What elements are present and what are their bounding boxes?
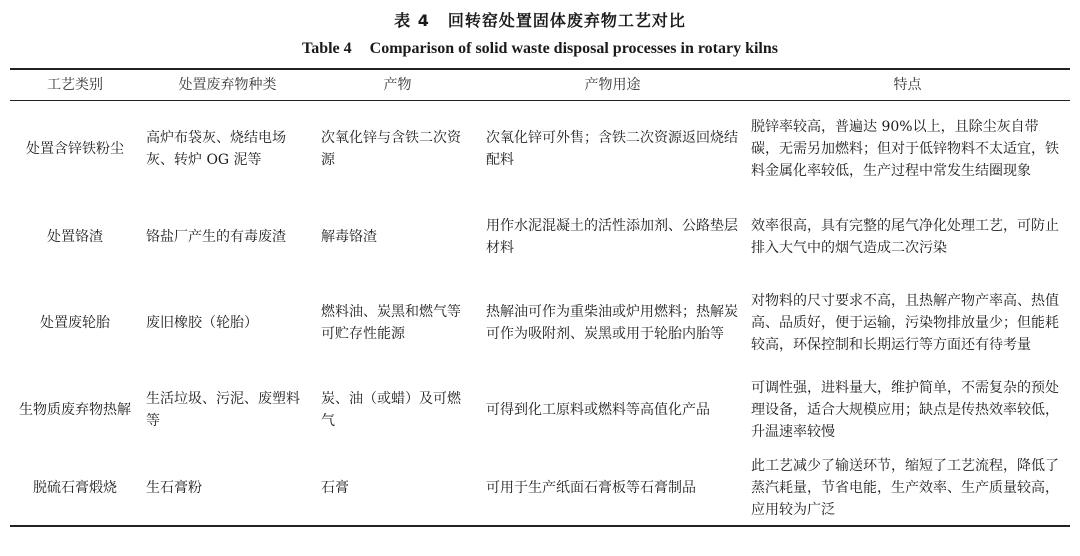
caption-chinese-number: 表 4 xyxy=(394,11,430,30)
caption-english-number: Table 4 xyxy=(302,40,352,57)
cell-process-category: 处置铬渣 xyxy=(47,228,103,245)
caption-english xyxy=(0,40,1080,58)
cell-waste-type: 铬盐厂产生的有毒废渣 xyxy=(146,228,286,245)
comparison-table xyxy=(10,68,1070,527)
cell-product: 解毒铬渣 xyxy=(321,228,377,245)
cell-features: 对物料的尺寸要求不高，且热解产物产率高、热值高、品质好，便于运输，污染物排放量少；但能耗较高，环保控制和长期运行等方面还有待考量 xyxy=(751,292,1059,353)
cell-process-category: 生物质废弃物热解 xyxy=(19,402,131,418)
table-row xyxy=(10,197,1070,276)
cell-product-use: 次氧化锌可外售；含铁二次资源返回烧结配料 xyxy=(486,130,738,168)
caption-english-title: Comparison of solid waste disposal processes in rotary kilns xyxy=(369,40,778,57)
cell-process-category: 处置含锌铁粉尘 xyxy=(26,141,124,157)
header-product: 产物 xyxy=(383,77,412,93)
cell-waste-type: 高炉布袋灰、烧结电场灰、转炉 OG 泥等 xyxy=(146,130,286,168)
cell-process-category: 脱硫石膏煅烧 xyxy=(33,480,117,496)
cell-features: 效率很高，具有完整的尾气净化处理工艺，可防止排入大气中的烟气造成二次污染 xyxy=(751,217,1059,256)
cell-product-use: 热解油可作为重柴油或炉用燃料；热解炭可作为吸附剂、炭黑或用于轮胎内胎等 xyxy=(486,303,738,342)
cell-product: 炭、油（或蜡）及可燃气 xyxy=(321,391,461,429)
cell-product-use: 可得到化工原料或燃料等高值化产品 xyxy=(486,402,710,418)
cell-features: 可调性强，进料量大，维护简单，不需复杂的预处理设备，适合大规模应用；缺点是传热效率较低，升温速率较慢 xyxy=(751,380,1059,440)
table-row xyxy=(10,369,1070,451)
cell-process-category: 处置废轮胎 xyxy=(40,314,110,331)
header-features: 特点 xyxy=(893,77,922,93)
table-header-row xyxy=(10,69,1070,101)
table-row xyxy=(10,276,1070,369)
table-row xyxy=(10,101,1070,198)
header-process-category: 工艺类别 xyxy=(47,77,103,93)
caption-chinese-title: 回转窑处置固体废弃物工艺对比 xyxy=(447,11,686,30)
table-row xyxy=(10,451,1070,526)
cell-waste-type: 生石膏粉 xyxy=(146,480,202,496)
cell-product: 石膏 xyxy=(321,480,349,496)
cell-features: 脱锌率较高，普遍达 90%以上，且除尘灰自带碳，无需另加燃料；但对于低锌物料不太适宜，铁料金属化率较低，生产过程中常发生结圈现象 xyxy=(751,119,1059,179)
header-product-use: 产物用途 xyxy=(584,77,641,93)
cell-product: 次氧化锌与含铁二次资源 xyxy=(321,130,461,168)
cell-waste-type: 废旧橡胶（轮胎） xyxy=(146,314,258,331)
cell-product: 燃料油、炭黑和燃气等可贮存性能源 xyxy=(321,303,461,342)
cell-product-use: 可用于生产纸面石膏板等石膏制品 xyxy=(486,480,696,496)
caption-chinese xyxy=(0,8,1080,31)
header-waste-type: 处置废弃物种类 xyxy=(178,77,277,93)
cell-product-use: 用作水泥混凝土的活性添加剂、公路垫层材料 xyxy=(486,217,738,256)
cell-waste-type: 生活垃圾、污泥、废塑料等 xyxy=(146,391,300,429)
cell-features: 此工艺减少了输送环节，缩短了工艺流程，降低了蒸汽耗量，节省电能，生产效率、生产质量较高，应用较为广泛 xyxy=(751,458,1059,518)
